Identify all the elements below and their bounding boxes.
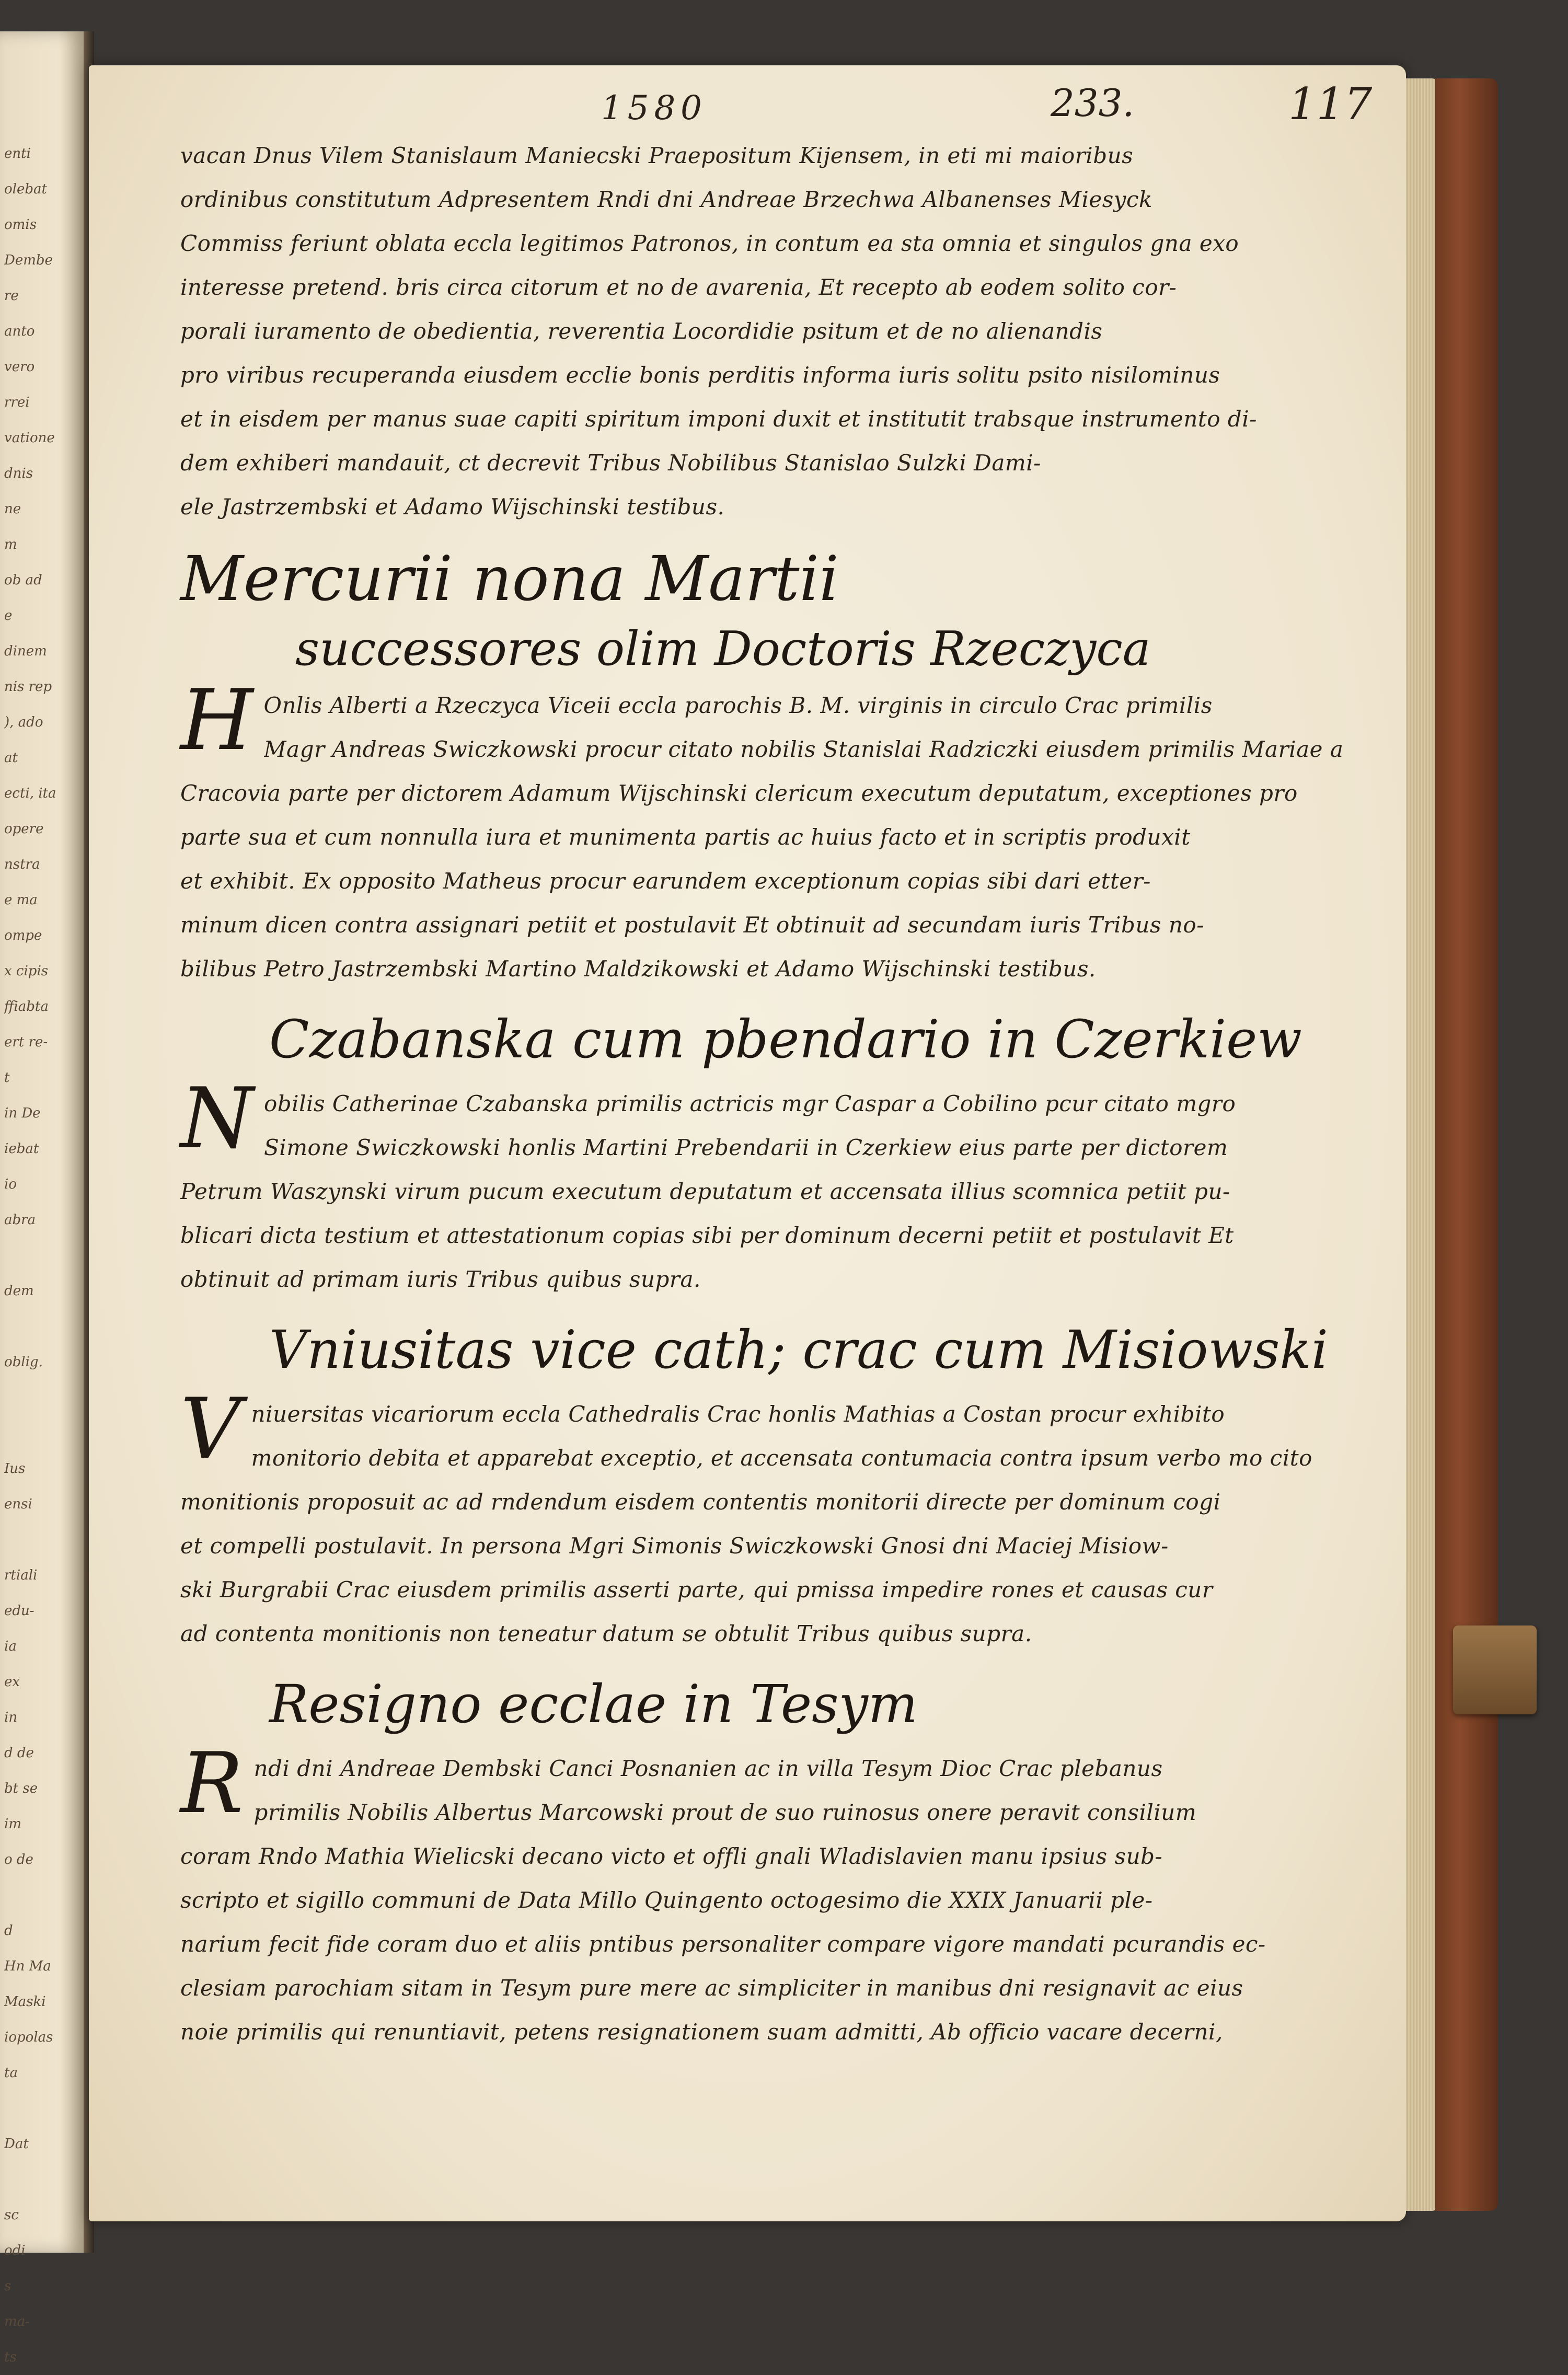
folio-number-old: 233. [1051, 81, 1135, 125]
text-line: obtinuit ad primam iuris Tribus quibus supra. [180, 1266, 701, 1292]
margin-note-line: sc [4, 2207, 19, 2223]
margin-note-line: ensi [4, 1496, 32, 1512]
text-line: vacan Dnus Vilem Stanislaum Maniecski Praepositum Kijensem, in eti mi maioribus [180, 143, 1134, 168]
text-line: ordinibus constitutum Adpresentem Rndi dni Andreae Brzechwa Albanenses Miesyck [180, 187, 1153, 212]
entry-2-dropcap: H [180, 671, 253, 769]
text-line: Magr Andreas Swiczkowski procur citato nobilis Stanislai Radziczki eiusdem primilis Mariae a [263, 736, 1344, 762]
entry-5-heading: Resigno ecclae in Tesym [269, 1674, 918, 1735]
margin-note-line: ecti, ita [4, 786, 56, 801]
leather-cover [1435, 78, 1497, 2211]
text-line: noie primilis qui renuntiavit, petens resignationem suam admitti, Ab officio vacare decerni, [180, 2019, 1223, 2045]
text-line: ndi dni Andreae Dembski Canci Posnanien ac in villa Tesym Dioc Crac plebanus [253, 1756, 1163, 1781]
entry-3 [180, 1069, 1382, 1301]
margin-note-line: edu- [4, 1603, 34, 1619]
text-line: ski Burgrabii Crac eiusdem primilis asserti parte, qui pmissa impedire rones et causas cur [180, 1577, 1213, 1602]
entry-3-heading: Czabanska cum pbendario in Czerkiew [269, 1009, 1302, 1070]
text-line: parte sua et cum nonnulla iura et munimenta partis ac huius facto et in scriptis produxit [180, 824, 1191, 850]
text-line: niuersitas vicariorum eccla Cathedralis Crac honlis Mathias a Costan procur exhibito [251, 1401, 1225, 1427]
margin-note-line [4, 1522, 77, 1558]
margin-note-line: ts [4, 2349, 17, 2365]
margin-note-line: dinem [4, 643, 47, 659]
margin-note-line: t [4, 1070, 10, 1086]
entry-4 [180, 1380, 1382, 1656]
text-line: et compelli postulavit. In persona Mgri Simonis Swiczkowski Gnosi dni Maciej Misiow- [180, 1533, 1169, 1559]
text-line: Onlis Alberti a Rzeczyca Viceii eccla parochis B. M. virginis in circulo Crac primilis [263, 693, 1213, 718]
margin-note-line: omis [4, 217, 37, 233]
text-line: blicari dicta testium et attestationum copias sibi per dominum decerni petiit et postulavit Et [180, 1223, 1234, 1248]
margin-note-line: ia [4, 1639, 17, 1654]
entry-4-heading: Vniusitas vice cath; crac cum Misiowski [269, 1319, 1328, 1380]
margin-note-line: Ius [4, 1461, 26, 1477]
margin-note-line [4, 1415, 77, 1451]
margin-note-line: nstra [4, 857, 40, 872]
margin-note-line: iebat [4, 1141, 39, 1157]
text-line: ad contenta monitionis non teneatur datum se obtulit Tribus quibus supra. [180, 1621, 1032, 1646]
entry-2 [180, 671, 1382, 991]
text-line: bilibus Petro Jastrzembski Martino Maldzikowski et Adamo Wijschinski testibus. [180, 956, 1096, 982]
text-line: et exhibit. Ex opposito Matheus procur earundem exceptionum copias sibi dari etter- [180, 868, 1151, 894]
margin-note-line: ne [4, 501, 21, 517]
entry-5-dropcap: R [180, 1734, 244, 1832]
entry-2-subheading: successores olim Doctoris Rzeczyca [295, 621, 1151, 676]
text-line: dem exhiberi mandauit, ct decrevit Tribus Nobilibus Stanislao Sulzki Dami- [180, 450, 1041, 476]
margin-note-line: ta [4, 2065, 18, 2081]
entry-4-dropcap: V [180, 1380, 241, 1478]
margin-note-line: abra [4, 1212, 36, 1228]
margin-note-line: e [4, 608, 13, 624]
brass-clasp [1453, 1625, 1537, 1714]
margin-note-line: at [4, 750, 18, 766]
margin-note-line: bt se [4, 1781, 38, 1796]
margin-note-line: ma- [4, 2314, 30, 2330]
text-line: porali iuramento de obedientia, reverentia Locordidie psitum et de no alienandis [180, 318, 1103, 344]
text-line: Petrum Waszynski virum pucum executum deputatum et accensata illius scomnica petiit pu- [180, 1179, 1230, 1204]
manuscript-text [180, 131, 1382, 2054]
text-line: et in eisdem per manus suae capiti spiritum imponi duxit et institutit trabsque instrumento di- [180, 406, 1257, 432]
margin-note-line: vero [4, 359, 35, 375]
margin-note-line: d [4, 1923, 13, 1939]
margin-note-line: anto [4, 324, 35, 339]
margin-note-line: rtiali [4, 1567, 38, 1583]
margin-note-line: iopolas [4, 2030, 53, 2045]
margin-note-line: ert re- [4, 1034, 48, 1050]
margin-note-line: e ma [4, 892, 38, 908]
margin-note-line: rrei [4, 395, 30, 410]
margin-note-line: ffiabta [4, 999, 49, 1014]
margin-note-line: ), ado [4, 714, 43, 730]
margin-note-line: in [4, 1710, 18, 1725]
entry-1 [180, 134, 1382, 529]
margin-note-line: enti [4, 146, 31, 162]
text-line: narium fecit fide coram duo et aliis pntibus personaliter compare vigore mandati pcurandis ec- [180, 1931, 1266, 1957]
text-line: minum dicen contra assignari petiit et postulavit Et obtinuit ad secundam iuris Tribus no- [180, 912, 1204, 938]
margin-note-line [4, 2091, 77, 2126]
margin-note-line [4, 1380, 77, 1415]
text-line: scripto et sigillo communi de Data Millo Quingento octogesimo die XXIX Januarii ple- [180, 1887, 1153, 1913]
margin-note-line: m [4, 537, 17, 552]
margin-notes [4, 136, 77, 2375]
left-page-edge [0, 31, 84, 2365]
margin-note-line: ompe [4, 928, 42, 943]
margin-note-line: Dat [4, 2136, 29, 2152]
text-line: primilis Nobilis Albertus Marcowski prout de suo ruinosus onere peravit consilium [253, 1800, 1197, 1825]
folio-number-new: 117 [1288, 78, 1373, 130]
margin-note-line: s [4, 2278, 11, 2294]
margin-note-line: nis rep [4, 679, 52, 695]
text-line: pro viribus recuperanda eiusdem ecclie bonis perditis informa iuris solitu psito nisilominus [180, 362, 1220, 388]
text-line: monitorio debita et apparebat exceptio, et accensata contumacia contra ipsum verbo mo cito [251, 1445, 1312, 1471]
margin-note-line [4, 1877, 77, 1913]
text-line: Commiss feriunt oblata eccla legitimos Patronos, in contum ea sta omnia et singulos gna exo [180, 230, 1239, 256]
margin-note-line: x cipis [4, 963, 49, 979]
margin-note-line: im [4, 1816, 21, 1832]
margin-note-line: dem [4, 1283, 34, 1299]
margin-note-line [4, 1238, 77, 1273]
margin-note-line: Dembe [4, 252, 53, 268]
entry-3-dropcap: N [180, 1069, 253, 1167]
margin-note-line: dnis [4, 466, 33, 481]
text-line: interesse pretend. bris circa citorum et no de avarenia, Et recepto ab eodem solito cor- [180, 274, 1177, 300]
entry-5 [180, 1734, 1382, 2054]
margin-note-line: ex [4, 1674, 20, 1690]
text-line: monitionis proposuit ac ad rndendum eisdem contentis monitorii directe per dominum cogi [180, 1489, 1221, 1515]
margin-note-line: d de [4, 1745, 34, 1761]
margin-note-line: vatione [4, 430, 55, 446]
margin-note-line: o de [4, 1852, 33, 1867]
text-line: coram Rndo Mathia Wielicski decano victo et offli gnali Wladislavien manu ipsius sub- [180, 1843, 1163, 1869]
margin-note-line [4, 1309, 77, 1344]
margin-note-line: oblig. [4, 1354, 43, 1370]
page-year: 1580 [601, 89, 707, 128]
margin-note-line: odi [4, 2243, 26, 2258]
margin-note-line: io [4, 1177, 17, 1192]
entry-2-heading: Mercurii nona Martii [180, 543, 839, 615]
margin-note-line [4, 2162, 77, 2197]
margin-note-line: Hn Ma [4, 1958, 51, 1974]
text-line: obilis Catherinae Czabanska primilis actricis mgr Caspar a Cobilino pcur citato mgro [264, 1091, 1236, 1116]
margin-note-line: re [4, 288, 19, 304]
margin-note-line: Maski [4, 1994, 46, 2010]
text-line: ele Jastrzembski et Adamo Wijschinski testibus. [180, 494, 725, 520]
text-line: clesiam parochiam sitam in Tesym pure mere ac simpliciter in manibus dni resignavit ac eius [180, 1975, 1243, 2001]
margin-note-line: opere [4, 821, 44, 837]
text-line: Cracovia parte per dictorem Adamum Wijschinski clericum executum deputatum, exceptiones pro [180, 780, 1298, 806]
text-line: Simone Swiczkowski honlis Martini Prebendarii in Czerkiew eius parte per dictorem [264, 1135, 1228, 1160]
margin-note-line: ob ad [4, 572, 42, 588]
margin-note-line: in De [4, 1105, 41, 1121]
page-stack-edge [1406, 78, 1437, 2211]
margin-note-line: olebat [4, 181, 47, 197]
